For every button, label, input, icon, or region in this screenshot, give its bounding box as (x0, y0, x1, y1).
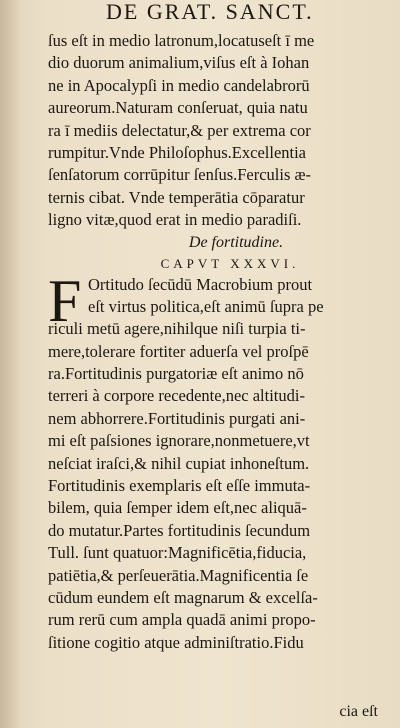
paragraph-temperance (48, 30, 396, 232)
text-body (48, 30, 396, 654)
text-line: ſitione cogitio atque adminiſtratio.Fidu (48, 632, 304, 652)
text-line: mi eſt paſsiones ignorare,nonmetuere,vt (48, 431, 310, 451)
paragraph-fortitude (48, 267, 396, 655)
text-line: ra.Fortitudinis purgatoriæ eſt animo nō (48, 364, 304, 384)
text-line: do mutatur.Partes fortitudinis ſecundum (48, 520, 311, 540)
text-line: neſciat iraſci,& nihil cupiat inhoneſtum. (48, 453, 310, 473)
text-line: ſenſatorum corrūpitur ſenſus.Ferculis æ- (48, 165, 312, 185)
text-line: mere,tolerare fortiter aduerſa vel proſpē (48, 341, 309, 361)
text-line: ſus eſt in medio latronum,locatuseſt ī me (48, 31, 315, 50)
text-line: eſt virtus politica,eſt animū ſupra pe (88, 296, 324, 316)
text-line: ternis cibat. Vnde temperātia cōparatur (48, 187, 305, 207)
text-line: nem abhorrere.Fortitudinis purgati ani- (48, 408, 306, 428)
text-line: bilem, quia ſemper idem eſt,nec aliquā- (48, 498, 307, 518)
catchword: cia eſt (339, 703, 378, 720)
text-line: Fortitudinis exemplaris eſt eſſe immuta- (48, 476, 311, 496)
chapter-heading: CAPVT XXXVI. (160, 255, 300, 271)
text-line: Tull. ſunt quatuor:Magnificētia,fiducia, (48, 543, 307, 563)
text-line: ra ī mediis delectatur,& per extrema cor (48, 120, 311, 140)
drop-cap-lines (48, 274, 396, 319)
paragraph-lines (48, 318, 396, 654)
drop-cap: F (48, 267, 82, 334)
text-line: ne in Apocalypſi in medio candelabrorū (48, 75, 310, 95)
text-line: terreri à corpore recedente,nec altitudi- (48, 386, 305, 406)
text-line: rum rerū cum ampla quadā animi propo- (48, 610, 316, 630)
text-line: rumpitur.Vnde Philoſophus.Excellentia (48, 142, 307, 162)
text-line: Ortitudo ſecūdū Macrobium prout (88, 274, 313, 294)
text-line: patiētia,& perſeuerātia.Magnificentia ſe (48, 565, 309, 585)
text-line: cūdum eundem eſt magnarum & excelſa- (48, 587, 318, 607)
text-line: dio duorum animalium,viſus eſt à Iohan (48, 53, 310, 73)
page-fold-shadow (0, 0, 22, 728)
text-line: ligno vitæ,quod erat in medio paradiſi. (48, 210, 302, 230)
running-header: DE GRAT. SANCT. (106, 0, 314, 24)
text-line: riculi metū agere,nihilque niſi turpia ti- (48, 319, 306, 339)
section-subheading: De fortitudine. (188, 233, 284, 251)
text-line: aureorum.Naturam conſeruat, quia natu (48, 98, 308, 118)
